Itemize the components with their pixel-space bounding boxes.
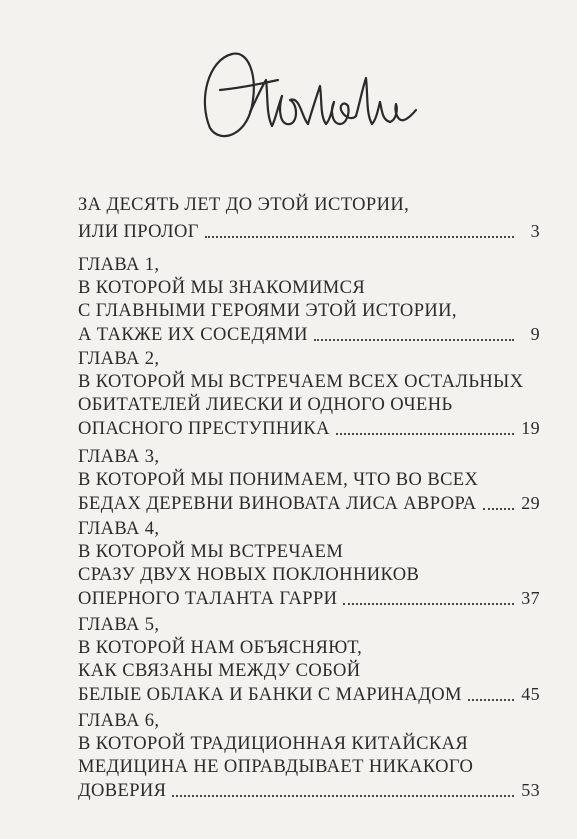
page-number: 19	[521, 418, 540, 438]
page-number: 45	[521, 684, 540, 704]
page-number: 37	[521, 588, 540, 608]
entry-line: В КОТОРОЙ МЫ ПОНИМАЕМ, ЧТО ВО ВСЕХ	[78, 470, 479, 490]
entry-line: С ГЛАВНЫМИ ГЕРОЯМИ ЭТОЙ ИСТОРИИ,	[78, 301, 457, 321]
handwritten-title	[190, 40, 420, 150]
page-number: 53	[521, 780, 540, 800]
entry-last-line	[78, 218, 540, 244]
entry-line: В КОТОРОЙ НАМ ОБЪЯСНЯЮТ,	[78, 638, 363, 658]
entry-line: В КОТОРОЙ ТРАДИЦИОННАЯ КИТАЙСКАЯ	[78, 734, 469, 754]
entry-line: В КОТОРОЙ МЫ ВСТРЕЧАЕМ	[78, 542, 344, 562]
dot-leader	[336, 433, 514, 435]
entry-last-line	[78, 585, 540, 611]
entry-line: В КОТОРОЙ МЫ ЗНАКОМИМСЯ	[78, 278, 366, 298]
entry-line: ГЛАВА 2,	[78, 349, 160, 369]
entry-line: ГЛАВА 4,	[78, 519, 160, 539]
entry-line: ЗА ДЕСЯТЬ ЛЕТ ДО ЭТОЙ ИСТОРИИ,	[78, 195, 410, 215]
entry-line: БЕДАХ ДЕРЕВНИ ВИНОВАТА ЛИСА АВРОРА	[78, 494, 477, 514]
entry-line: СРАЗУ ДВУХ НОВЫХ ПОКЛОННИКОВ	[78, 565, 420, 585]
entry-line: ДОВЕРИЯ	[78, 781, 167, 801]
page-number: 29	[521, 493, 540, 513]
entry-last-line	[78, 321, 540, 347]
page-title	[190, 40, 420, 150]
entry-line: ОПЕРНОГО ТАЛАНТА ГАРРИ	[78, 589, 338, 609]
entry-last-line	[78, 777, 540, 803]
entry-last-line	[78, 415, 540, 441]
entry-line: ОБИТАТЕЛЕЙ ЛИЕСКИ И ОДНОГО ОЧЕНЬ	[78, 395, 453, 415]
entry-line: В КОТОРОЙ МЫ ВСТРЕЧАЕМ ВСЕХ ОСТАЛЬНЫХ	[78, 372, 524, 392]
dot-leader	[483, 508, 514, 510]
dot-leader	[314, 339, 514, 341]
entry-last-line	[78, 490, 540, 516]
dot-leader	[205, 236, 514, 238]
entry-line: МЕДИЦИНА НЕ ОПРАВДЫВАЕТ НИКАКОГО	[78, 757, 474, 777]
page-number: 3	[530, 221, 540, 241]
entry-line: ГЛАВА 6,	[78, 711, 160, 731]
entry-line: КАК СВЯЗАНЫ МЕЖДУ СОБОЙ	[78, 661, 361, 681]
entry-line: БЕЛЫЕ ОБЛАКА И БАНКИ С МАРИНАДОМ	[78, 685, 462, 705]
entry-last-line	[78, 681, 540, 707]
entry-line: ГЛАВА 5,	[78, 615, 160, 635]
entry-line: А ТАКЖЕ ИХ СОСЕДЯМИ	[78, 325, 308, 345]
dot-leader	[343, 603, 514, 605]
entry-line: ОПАСНОГО ПРЕСТУПНИКА	[78, 419, 330, 439]
entry-line: ИЛИ ПРОЛОГ	[78, 222, 199, 242]
entry-line: ГЛАВА 1,	[78, 255, 160, 275]
entry-line: ГЛАВА 3,	[78, 447, 160, 467]
page-number: 9	[530, 324, 540, 344]
dot-leader	[468, 699, 514, 701]
dot-leader	[172, 795, 514, 797]
